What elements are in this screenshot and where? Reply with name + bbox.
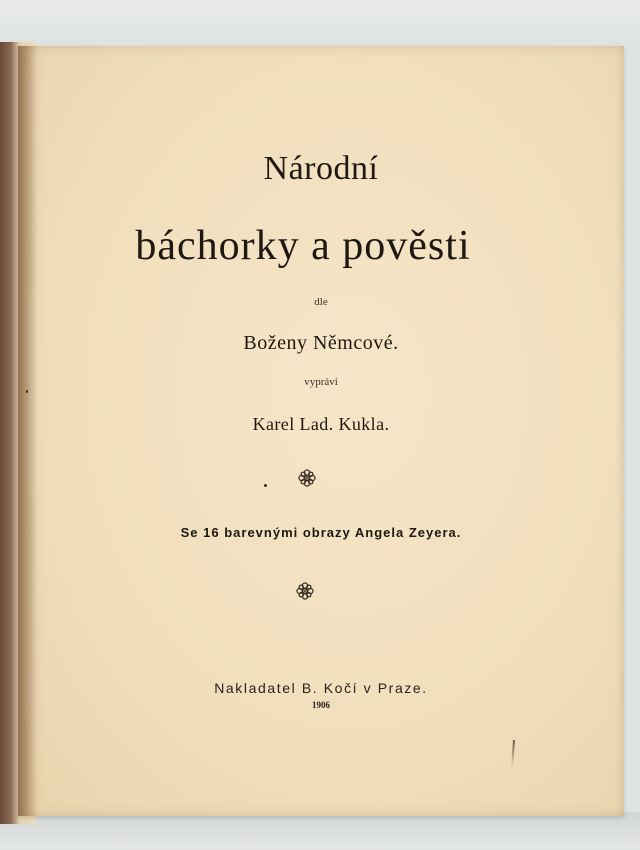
paper-speck <box>264 484 267 487</box>
retold-word: vypráví <box>304 376 338 388</box>
author-name: Boženy Němcové. <box>243 332 399 354</box>
reteller-name: Karel Lad. Kukla. <box>252 414 390 434</box>
publication-year: 1906 <box>312 700 330 710</box>
background-top <box>0 0 640 48</box>
rosette-ornament-icon <box>295 581 315 601</box>
publisher-line: Nakladatel B. Kočí v Praze. <box>214 680 428 696</box>
title-line-1: Národní <box>263 150 379 187</box>
background-bottom <box>0 812 640 850</box>
rosette-ornament-icon <box>297 468 317 488</box>
by-word: dle <box>314 296 328 308</box>
paper-speck <box>26 390 28 393</box>
illustrations-note: Se 16 barevnými obrazy Angela Zeyera. <box>180 525 462 540</box>
title-line-2: báchorky a pověsti <box>135 223 471 269</box>
